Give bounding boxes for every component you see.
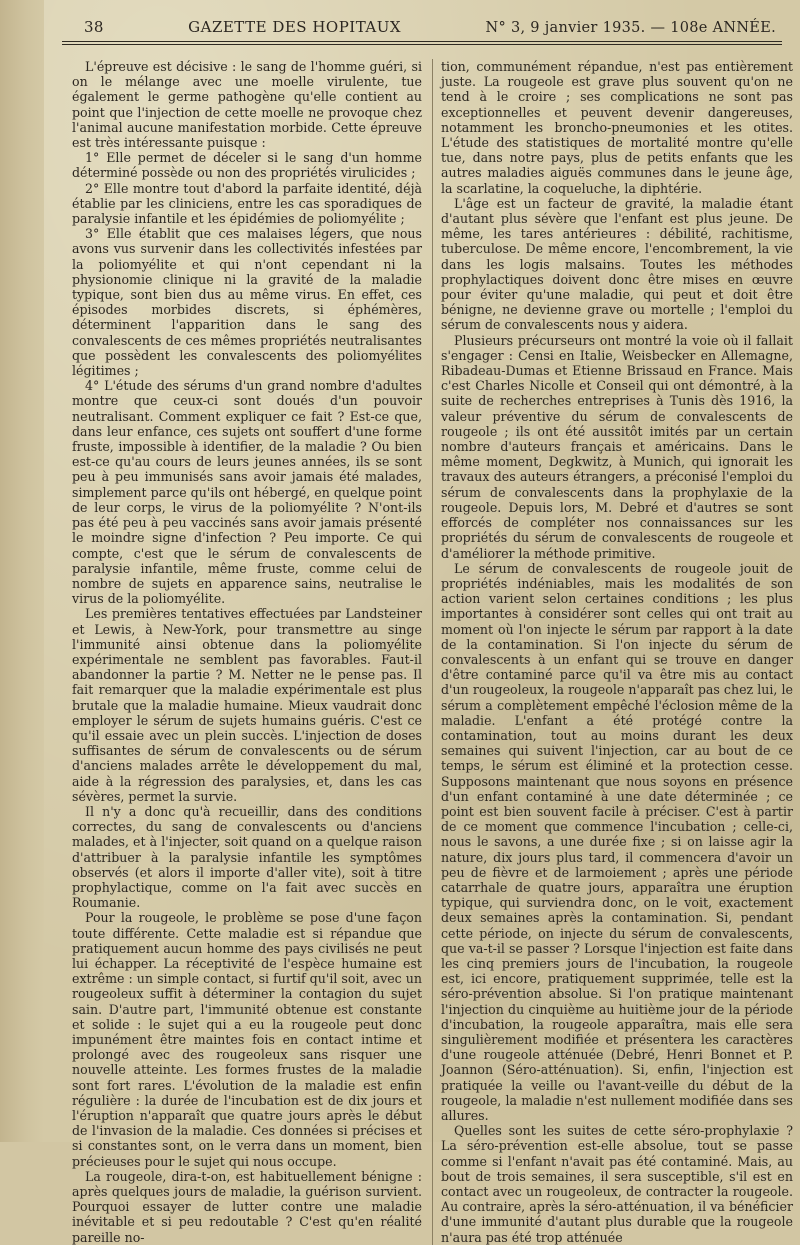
journal-title: GAZETTE DES HOPITAUX: [188, 18, 402, 36]
paragraph: Quelles sont les suites de cette séro-prophylaxie ? La séro-prévention est-elle absolue, tout se passe comme si l'enfant n'avait pas été contaminé. Mais, au bout de trois semaines, il sera susceptible, s'il est en contact avec un rougeoleux, de contracter la rougeole. Au contraire, après la séro-atténuation, il va bénéficier d'une immunité d'autant plus durable que la rougeole n'aura pas été trop atténuée: [441, 1123, 793, 1245]
paragraph: 4° L'étude des sérums d'un grand nombre d'adultes montre que ceux-ci sont doués d'un pouvoir neutralisant. Comment expliquer ce fait ? Est-ce que, dans leur enfance, ces sujets ont souffert d'une forme fruste, impossible à identifier, de la maladie ? Ou bien est-ce qu'au cours de leurs jeunes années, ils se sont peu à peu immunisés sans avoir jamais été malades, simplement parce qu'ils ont hébergé, en quelque point de leur corps, le virus de la poliomyélite ? N'ont-ils pas été peu à peu vaccinés sans avoir jamais présenté le moindre signe d'infection ? Peu importe. Ce qui compte, c'est que le sérum de convalescents de paralysie infantile, même fruste, comme celui de nombre de sujets en apparence sains, neutralise le virus de la poliomyélite.: [72, 378, 422, 607]
issue-info: N° 3, 9 janvier 1935. — 108e ANNÉE.: [485, 20, 776, 36]
page-number: 38: [84, 18, 104, 36]
paragraph: 3° Elle établit que ces malaises légers, que nous avons vus survenir dans les collectivités infestées par la poliomyélite et qui n'ont cependant ni la physionomie clinique ni la gravité de la maladie typique, sont bien dus au même virus. En effet, ces épisodes morbides discrets, si éphémères, déterminent l'apparition dans le sang des convalescents de ces mêmes propriétés neutralisantes que possèdent les convalescents des poliomyélites légitimes ;: [72, 226, 422, 379]
paragraph: L'âge est un facteur de gravité, la maladie étant d'autant plus sévère que l'enfant est plus jeune. De même, les tares antérieures : débilité, rachitisme, tuberculose. De même encore, l'encombrement, la vie dans les logis malsains. Toutes les méthodes prophylactiques doivent donc être mises en œuvre pour éviter qu'une maladie, qui peut et doit être bénigne, ne devienne grave ou mortelle ; l'emploi du sérum de convalescents nous y aidera.: [441, 195, 793, 333]
scan-binding-edge: [0, 0, 44, 1142]
paragraph: Plusieurs précurseurs ont montré la voie où il fallait s'engager : Censi en Italie, Weisbecker en Allemagne, Ribadeau-Dumas et Etienne Brissaud en France. Mais c'est Charles Nicolle et Conseil qui ont démontré, à la suite de recherches entreprises à Tunis dès 1916, la valeur préventive du sérum de convalescents de rougeole ; ils ont été aussitôt imités par un certain nombre d'auteurs français et américains. Dans le même moment, Degkwitz, à Munich, qui ignorait les travaux des auteurs étrangers, a préconisé l'emploi du sérum de convalescents dans la prophylaxie de la rougeole. Depuis lors, M. Debré et d'autres se sont efforcés de compléter nos connaissances sur les propriétés du sérum de convalescents de rougeole et d'améliorer la méthode primitive.: [441, 332, 793, 561]
header-rule-secondary: [62, 44, 782, 45]
paragraph: Il n'y a donc qu'à recueillir, dans des conditions correctes, du sang de convalescents ou d'anciens malades, et à l'injecter, soit quand on a quelque raison d'attribuer à la paralysie infantile les symptômes observés (et alors il importe d'aller vite), soit à titre prophylactique, comme on l'a fait avec succès en Roumanie.: [72, 803, 422, 911]
paragraph: tion, communément répandue, n'est pas entièrement juste. La rougeole est grave plus souvent qu'on ne tend à le croire ; ses complications ne sont pas exceptionnelles et peuvent devenir dangereuses, notamment les broncho-pneumonies et les otites. L'étude des statistiques de mortalité montre qu'elle tue, dans notre pays, plus de petits enfants que les autres maladies aiguës communes dans le jeune âge, la scarlatine, la coqueluche, la diphtérie.: [441, 59, 793, 196]
header-rule: [62, 41, 782, 42]
paragraph: La rougeole, dira-t-on, est habituellement bénigne : après quelques jours de maladie, la guérison survient. Pourquoi essayer de lutter contre une maladie inévitable et si peu redoutable ? C'est qu'en réalité pareille no-: [72, 1168, 422, 1245]
paragraph: Les premières tentatives effectuées par Landsteiner et Lewis, à New-York, pour transmettre au singe l'immunité ainsi obtenue dans la poliomyélite expérimentale ne semblent pas favorables. Faut-il abandonner la partie ? M. Netter ne le pense pas. Il fait remarquer que la maladie expérimentale est plus brutale que la maladie humaine. Mieux vaudrait donc employer le sérum de sujets humains guéris. C'est ce qu'il essaie avec un plein succès. L'injection de doses suffisantes de sérum de convalescents ou de sérum d'anciens malades arrête le développement du mal, aide à la régression des paralysies, et, dans les cas sévères, permet la survie.: [72, 606, 422, 804]
left-column: [72, 59, 422, 1245]
article-columns: [62, 59, 793, 1245]
paragraph: 2° Elle montre tout d'abord la parfaite identité, déjà établie par les cliniciens, entre les cas sporadiques de paralysie infantile et les épidémies de poliomyélite ;: [72, 180, 422, 227]
paragraph: Le sérum de convalescents de rougeole jouit de propriétés indéniables, mais les modalités de son action varient selon certaines conditions ; les plus importantes à considérer sont celles qui ont trait au moment où l'on injecte le sérum par rapport à la date de la contamination. Si l'on injecte du sérum de convalescents à un enfant qui se trouve en danger d'être contaminé parce qu'il va être mis au contact d'un rougeoleux, la rougeole n'apparaît pas chez lui, le sérum a complètement empêché l'éclosion même de la maladie. L'enfant a été protégé contre la contamination, tout au moins durant les deux semaines qui suivent l'injection, car au bout de ce temps, le sérum est éliminé et la protection cesse. Supposons maintenant que nous soyons en présence d'un enfant contaminé à une date déterminée ; ce point est bien souvent facile à préciser. C'est à partir de ce moment que commence l'incubation ; celle-ci, nous le savons, a une durée fixe ; si on laisse agir la nature, dix jours plus tard, il commencera d'avoir un peu de fièvre et de larmoiement ; après une période catarrhale de quatre jours, apparaîtra une éruption typique, qui surviendra donc, on le voit, exactement deux semaines après la contamination. Si, pendant cette période, on injecte du sérum de convalescents, que va-t-il se passer ? Lorsque l'injection est faite dans les cinq premiers jours de l'incubation, la rougeole est, ici encore, pratiquement supprimée, telle est la séro-prévention absolue. Si l'on pratique maintenant l'injection du cinquième au huitième jour de la période d'incubation, la rougeole apparaîtra, mais elle sera singulièrement modifiée et présentera les caractères d'une rougeole atténuée (Debré, Henri Bonnet et P. Joannon (Séro-atténuation). Si, enfin, l'injection est pratiquée la veille ou l'avant-veille du début de la rougeole, la maladie n'est nullement modifiée dans ses allures.: [441, 560, 793, 1124]
page-header: [62, 18, 782, 38]
paragraph: 1° Elle permet de déceler si le sang d'un homme déterminé possède ou non des propriétés virulicides ;: [72, 150, 422, 181]
paragraph: L'épreuve est décisive : le sang de l'homme guéri, si on le mélange avec une moelle virulente, tue également le germe pathogène qu'elle contient au point que l'injection de cette moelle ne provoque chez l'animal aucune manifestation morbide. Cette épreuve est très intéressante puisque :: [72, 59, 422, 151]
paragraph: Pour la rougeole, le problème se pose d'une façon toute différente. Cette maladie est si répandue que pratiquement aucun homme des pays civilisés ne peut lui échapper. La réceptivité de l'espèce humaine est extrême : un simple contact, si furtif qu'il soit, avec un rougeoleux suffit à déterminer la contagion du sujet sain. D'autre part, l'immunité obtenue est constante et solide : le sujet qui a eu la rougeole peut donc impunément être maintes fois en contact intime et prolongé avec des rougeoleux sans risquer une nouvelle atteinte. Les formes frustes de la maladie sont fort rares. L'évolution de la maladie est enfin régulière : la durée de l'incubation est de dix jours et l'éruption n'apparaît que quatre jours après le début de l'invasion de la maladie. Ces données si précises et si constantes sont, on le verra dans un moment, bien précieuses pour le sujet qui nous occupe.: [72, 910, 422, 1169]
right-column: [432, 59, 793, 1245]
